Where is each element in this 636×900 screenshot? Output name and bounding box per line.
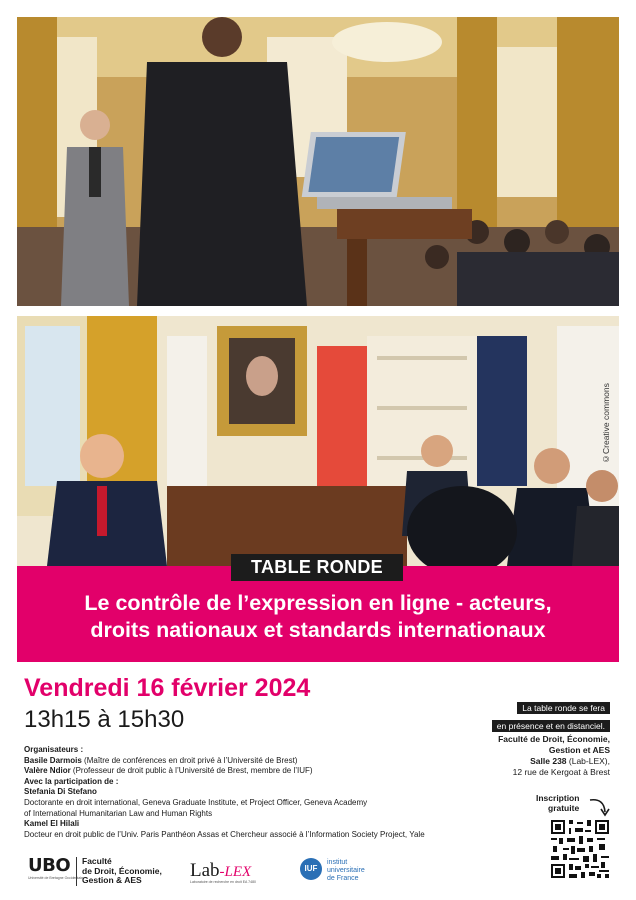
ubo-logo-mark: UBO bbox=[28, 855, 71, 876]
event-title bbox=[17, 590, 619, 644]
organiser-entry bbox=[24, 766, 484, 777]
faculty-logo-line: Gestion & AES bbox=[82, 875, 142, 885]
iuf-logo-text bbox=[327, 859, 365, 883]
organiser-name: Valère Ndior bbox=[24, 766, 71, 776]
event-type-badge: TABLE RONDE bbox=[231, 554, 403, 581]
lablex-logo bbox=[190, 860, 256, 884]
participant-role: Docteur en droit public de l’Univ. Paris Panthéon Assas et Chercheur associé à l’Information Society Project, Yale bbox=[24, 829, 425, 839]
organiser-entry bbox=[24, 756, 484, 767]
participant-role: of International Humanitarian Law and Human Rights bbox=[24, 808, 213, 818]
registration-line: gratuite bbox=[548, 803, 580, 813]
event-date: Vendredi 16 février 2024 bbox=[24, 674, 311, 702]
event-title-line: droits nationaux et standards internationaux bbox=[90, 618, 546, 642]
participant-name: Stefania Di Stefano bbox=[24, 787, 97, 797]
venue-faculty: Gestion et AES bbox=[548, 745, 610, 755]
registration-line: Inscription bbox=[536, 793, 580, 803]
lablex-logo-tagline: Laboratoire de recherche en droit EA 7480 bbox=[190, 880, 256, 884]
hybrid-notice-line: La table ronde se fera bbox=[517, 702, 610, 714]
venue-faculty: Faculté de Droit, Économie, bbox=[498, 734, 610, 744]
venue-address: 12 rue de Kergoat à Brest bbox=[512, 767, 610, 777]
organiser-name: Basile Darmois bbox=[24, 755, 82, 765]
photo-press-event bbox=[17, 17, 619, 306]
venue-block bbox=[498, 734, 610, 778]
lablex-logo-lex: -LEX bbox=[219, 864, 252, 880]
photo-office-meeting bbox=[17, 316, 619, 566]
arrow-down-icon bbox=[588, 796, 612, 818]
organisers-heading: Organisateurs : bbox=[24, 745, 84, 754]
venue-room-detail: (Lab-LEX), bbox=[566, 756, 610, 766]
hybrid-notice bbox=[492, 698, 610, 734]
venue-room-number: Salle 238 bbox=[530, 756, 567, 766]
organiser-role: (Professeur de droit public à l’Université de Brest, membre de l’IUF) bbox=[70, 766, 313, 776]
iuf-logo-mark: IUF bbox=[300, 858, 322, 880]
ubo-logo-subtitle: Université de Bretagne Occidentale bbox=[28, 876, 84, 880]
organiser-role: (Maître de conférences en droit privé à l’Université de Brest) bbox=[81, 755, 298, 765]
faculty-logo bbox=[76, 857, 162, 886]
hybrid-notice-line: en présence et en distanciel. bbox=[492, 720, 610, 732]
photo-credit: ©Creative commons bbox=[601, 383, 611, 464]
organisers-block bbox=[24, 745, 484, 840]
event-title-line: Le contrôle de l’expression en ligne - acteurs, bbox=[84, 591, 552, 615]
participation-heading: Avec la participation de : bbox=[24, 776, 119, 786]
participant-role: Doctorante en droit international, Geneva Graduate Institute, et Project Officer, Geneva Academy bbox=[24, 797, 368, 807]
iuf-logo-line: de France bbox=[327, 875, 359, 882]
venue-room bbox=[498, 756, 610, 767]
iuf-logo-line: institut bbox=[327, 859, 348, 866]
registration-label bbox=[530, 793, 620, 813]
iuf-logo-line: universitaire bbox=[327, 867, 365, 874]
registration-qr-code[interactable] bbox=[551, 820, 609, 878]
participant-name: Kamel El Hilali bbox=[24, 819, 80, 829]
faculty-logo-line: de Droit, Économie, bbox=[82, 865, 162, 876]
event-time: 13h15 à 15h30 bbox=[24, 706, 185, 733]
ubo-logo bbox=[28, 855, 83, 880]
faculty-logo-line: Faculté bbox=[82, 856, 112, 866]
lablex-logo-lab: Lab bbox=[190, 860, 220, 881]
